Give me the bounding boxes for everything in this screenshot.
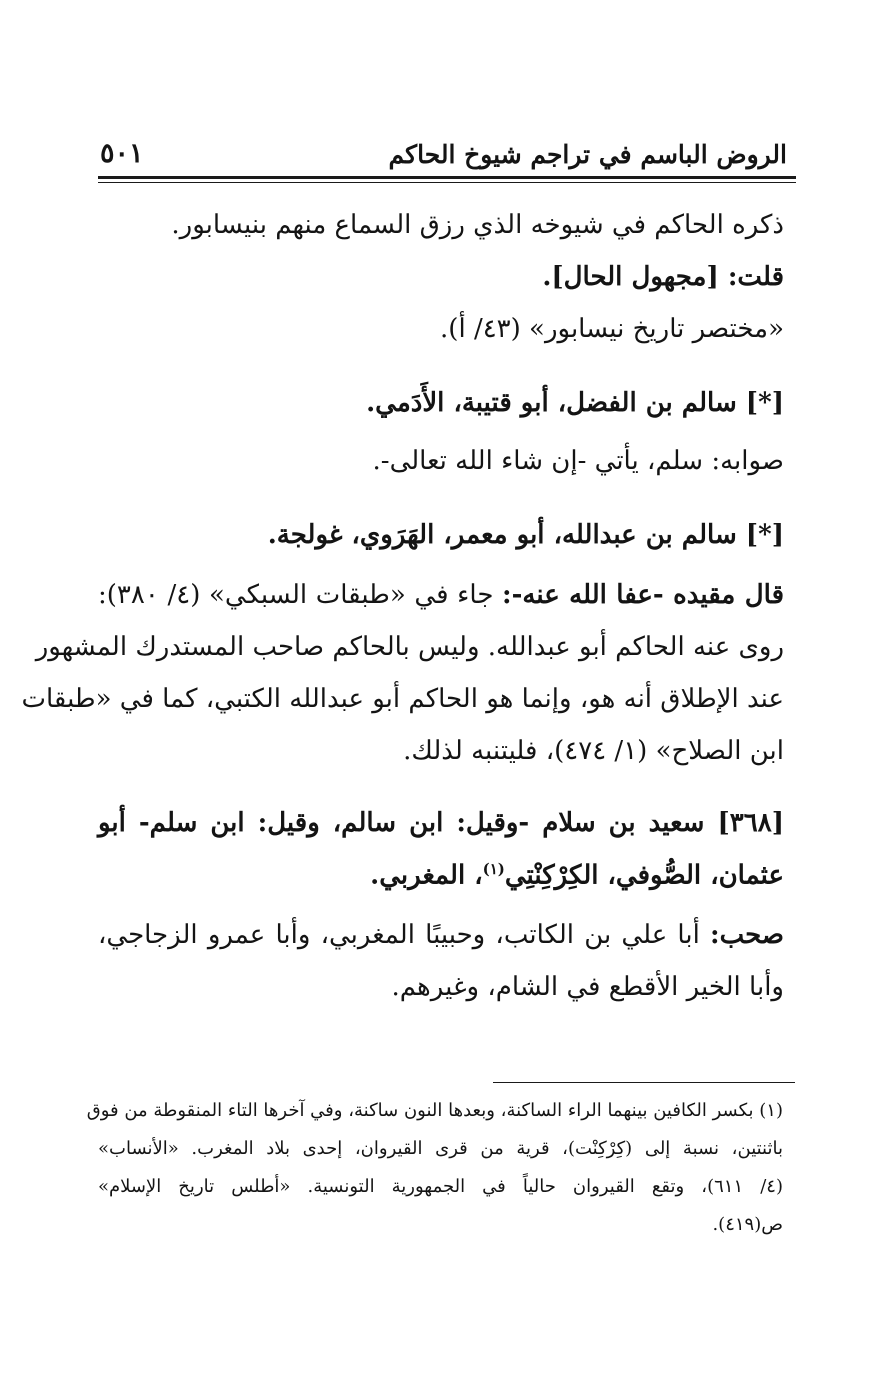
editor-note-label: قال مقيده -عفا الله عنه-: [502,580,784,610]
editor-note-line [98,580,784,610]
header-rule-thin [98,182,796,183]
source-citation: «مختصر تاريخ نيسابور» (٤٣/ أ). [440,314,784,344]
footnote-line: باثنتين، نسبة إلى (كِرْكِنْت)، قرية من قرى القيروان، إحدى بلاد المغرب. «الأنساب» [98,1138,783,1159]
footnote-line: (١) بكسر الكافين بينهما الراء الساكنة، وبعدها النون ساكنة، وفي آخرها التاء المنقوطة من فوق [86,1100,783,1121]
entry-heading-line: [٣٦٨] سعيد بن سلام -وقيل: ابن سالم، وقيل: ابن سلم- أبو [98,808,784,838]
footnote-line: (٤/ ٦١١)، وتقع القيروان حالياً في الجمهورية التونسية. «أطلس تاريخ الإسلام» [98,1176,783,1197]
entry-text: صوابه: سلم، يأتي -إن شاء الله تعالى-. [372,446,784,476]
entry-label: صحب: [710,920,784,950]
entry-heading-part: عثمان، الصُّوفي، الكِرْكِنْتِي [504,860,784,891]
editor-note-line: عند الإطلاق أنه هو، وإنما هو الحاكم أبو عبدالله الكتبي، كما في «طبقات [21,684,784,714]
entry-heading: [*] سالم بن الفضل، أبو قتيبة، الأَدَمي. [366,388,784,418]
header-rule-thick [98,176,796,179]
editor-verdict: قلت: [مجهول الحال]. [542,262,784,292]
entry-heading-part: ، المغربي. [370,860,483,891]
page-number: ٥٠١ [100,138,144,169]
entry-heading: [*] سالم بن عبدالله، أبو معمر، الهَرَوي، غولجة. [267,520,784,550]
entry-text: أبا علي بن الكاتب، وحبيبًا المغربي، وأبا عمرو الزجاجي، [98,920,710,950]
editor-note-line: روى عنه الحاكم أبو عبدالله. وليس بالحاكم صاحب المستدرك المشهور [35,632,784,662]
running-title: الروض الباسم في تراجم شيوخ الحاكم [388,140,787,169]
footnote-line: ص(٤١٩). [712,1214,783,1235]
entry-heading-line [370,860,784,891]
footnote-reference: (١) [482,860,505,878]
body-line: ذكره الحاكم في شيوخه الذي رزق السماع منهم بنيسابور. [171,210,784,240]
entry-text-line [98,920,784,950]
footnote-separator [493,1082,795,1083]
editor-note-text: جاء في «طبقات السبكي» (٤/ ٣٨٠): [98,580,503,610]
entry-text-line: وأبا الخير الأقطع في الشام، وغيرهم. [391,972,784,1002]
editor-note-line: ابن الصلاح» (١/ ٤٧٤)، فليتنبه لذلك. [403,736,784,766]
